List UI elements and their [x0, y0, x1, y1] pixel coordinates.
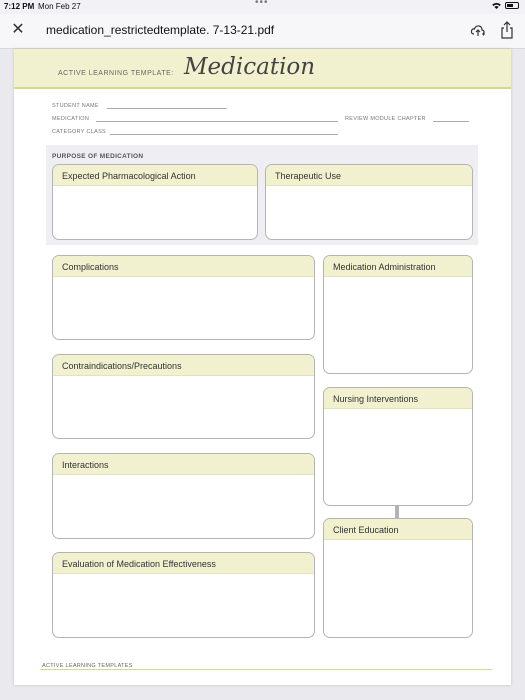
field-student-name-label: STUDENT NAME	[52, 103, 99, 109]
pdf-toolbar	[0, 14, 525, 49]
expected-action-heading: Expected Pharmacological Action	[53, 165, 257, 186]
field-student-name-line[interactable]	[107, 108, 227, 109]
therapeutic-use-box[interactable]	[265, 164, 473, 240]
status-bar	[0, 0, 525, 14]
field-category-class-line[interactable]	[110, 134, 338, 135]
close-button[interactable]: ✕	[11, 21, 25, 38]
status-time: 7:12 PM	[4, 2, 35, 11]
multitasking-dots[interactable]: •••	[255, 0, 269, 8]
pdf-page	[14, 49, 511, 685]
expected-action-box[interactable]	[52, 164, 258, 240]
client-education-heading: Client Education	[324, 519, 472, 540]
evaluation-heading: Evaluation of Medication Effectiveness	[53, 553, 314, 574]
box-connector	[395, 505, 399, 518]
contraindications-box[interactable]	[52, 354, 315, 439]
footer-rule	[40, 669, 492, 670]
evaluation-box[interactable]	[52, 552, 315, 638]
field-review-module-line[interactable]	[433, 121, 469, 122]
nursing-interventions-box[interactable]	[323, 387, 473, 506]
field-category-class-label: CATEGORY CLASS	[52, 129, 107, 135]
document-title: medication_restrictedtemplate. 7-13-21.pdf	[46, 23, 275, 37]
interactions-heading: Interactions	[53, 454, 314, 475]
client-education-box[interactable]	[323, 518, 473, 638]
field-medication-label: MEDICATION	[52, 116, 90, 122]
wifi-icon	[492, 2, 501, 9]
complications-heading: Complications	[53, 256, 314, 277]
medication-administration-heading: Medication Administration	[324, 256, 472, 277]
template-title: Medication	[184, 54, 316, 80]
therapeutic-use-heading: Therapeutic Use	[266, 165, 472, 186]
purpose-label: PURPOSE OF MEDICATION	[52, 153, 144, 160]
medication-administration-box[interactable]	[323, 255, 473, 374]
complications-box[interactable]	[52, 255, 315, 340]
contraindications-heading: Contraindications/Precautions	[53, 355, 314, 376]
battery-icon	[505, 2, 519, 9]
nursing-interventions-heading: Nursing Interventions	[324, 388, 472, 409]
field-review-module-label: REVIEW MODULE CHAPTER	[345, 116, 426, 122]
share-icon[interactable]	[500, 21, 514, 39]
footer-text: ACTIVE LEARNING TEMPLATES	[42, 663, 133, 669]
cloud-upload-icon[interactable]	[470, 22, 486, 38]
status-date: Mon Feb 27	[38, 2, 81, 11]
interactions-box[interactable]	[52, 453, 315, 539]
template-label: ACTIVE LEARNING TEMPLATE:	[58, 70, 174, 77]
field-medication-line[interactable]	[96, 121, 338, 122]
